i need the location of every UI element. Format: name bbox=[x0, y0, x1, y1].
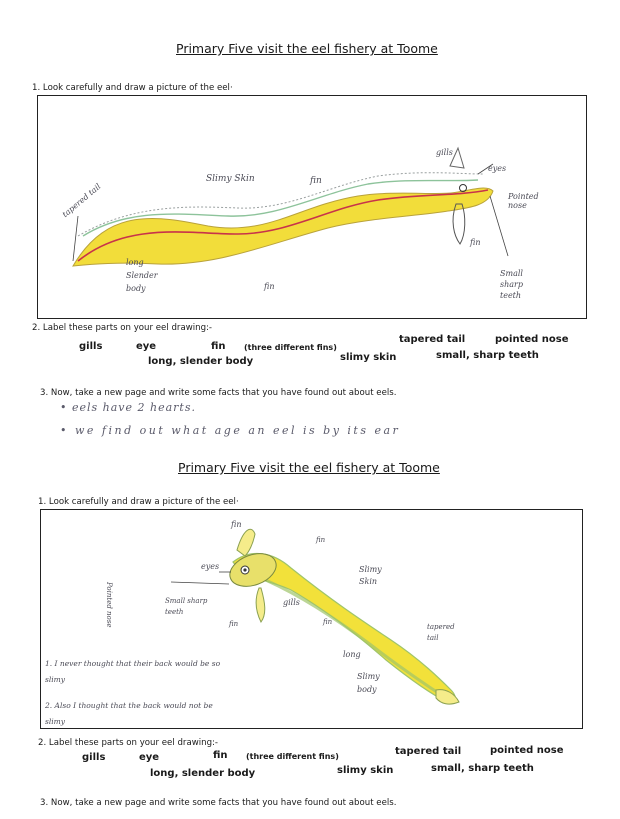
sheet1-eel-eye bbox=[460, 185, 467, 192]
sheet1-label-eyes: eyes bbox=[488, 164, 507, 173]
sheet2-part-fin-note: (three different fins) bbox=[246, 752, 339, 761]
sheet2-label-fin-right: fin bbox=[323, 618, 333, 626]
sheet2-note-1: 1. I never thought that their back would be so slimy bbox=[45, 659, 221, 684]
sheet2-part-slimy-skin: slimy skin bbox=[337, 765, 394, 776]
sheet2-part-body: long, slender body bbox=[150, 768, 256, 779]
sheet2-label-gills: gills bbox=[283, 598, 300, 607]
sheet2-drawing-box bbox=[40, 509, 583, 729]
sheet2-label-slimy-body: Slimy body bbox=[357, 672, 380, 694]
sheet2-label-tapered-tail: tapered tail bbox=[427, 623, 455, 642]
sheet2-eel-shadow bbox=[256, 576, 446, 698]
sheet2-part-tapered-tail: tapered tail bbox=[395, 746, 462, 757]
sheet1-part-slimy-skin: slimy skin bbox=[340, 352, 397, 363]
sheet1-part-fin-note: (three different fins) bbox=[244, 343, 337, 352]
sheet1-label-gills: gills bbox=[436, 148, 453, 157]
sheet2-label-fin-top2: fin bbox=[316, 536, 326, 544]
sheet1-part-fin: fin bbox=[211, 341, 226, 352]
sheet1-label-fin-right: fin bbox=[470, 238, 481, 247]
sheet1-part-teeth: small, sharp teeth bbox=[436, 350, 539, 361]
sheet2-eel-head bbox=[225, 548, 280, 593]
sheet2-question-3: 3. Now, take a new page and write some facts that you have found out about eels. bbox=[40, 798, 397, 808]
sheet1-question-1: 1. Look carefully and draw a picture of the eel· bbox=[32, 83, 233, 93]
sheet2-question-2: 2. Label these parts on your eel drawing:- bbox=[38, 738, 219, 748]
sheet1-part-pointed-nose: pointed nose bbox=[495, 334, 569, 345]
sheet1-part-body: long, slender body bbox=[148, 356, 254, 367]
sheet1-label-small-sharp-teeth: Small sharp teeth bbox=[500, 269, 523, 300]
sheet1-label-pointed-nose: Pointed nose bbox=[508, 192, 539, 210]
sheet2-title: Primary Five visit the eel fishery at Toome bbox=[178, 460, 440, 475]
sheet1-part-gills: gills bbox=[79, 341, 103, 352]
sheet1-drawing-box bbox=[37, 95, 587, 319]
sheet2-label-eyes: eyes bbox=[201, 562, 220, 571]
sheet1-label-slimy-skin: Slimy Skin bbox=[206, 174, 255, 184]
sheet2-part-eye: eye bbox=[139, 752, 160, 763]
sheet2-pectoral-fin bbox=[256, 588, 265, 622]
sheet2-label-long: long bbox=[343, 650, 361, 659]
sheet2-label-fin-top: fin bbox=[231, 520, 242, 529]
sheet1-label-fin-top: fin bbox=[310, 176, 322, 186]
sheet1-part-tapered-tail: tapered tail bbox=[399, 334, 466, 345]
sheet1-fact-2: • we find out what age an eel is by its ear bbox=[60, 424, 401, 437]
sheet2-part-gills: gills bbox=[82, 752, 106, 763]
sheet2-part-teeth: small, sharp teeth bbox=[431, 763, 534, 774]
sheet1-question-2: 2. Label these parts on your eel drawing:- bbox=[32, 323, 213, 333]
sheet2-note-2: 2. Also I thought that the back would not be slimy bbox=[45, 701, 213, 726]
sheet2-label-small-sharp-teeth: Small sharp teeth bbox=[165, 597, 208, 616]
sheet1-fact-1: • eels have 2 hearts. bbox=[60, 401, 196, 414]
sheet1-label-long-slender-body: long Slender body bbox=[126, 258, 158, 293]
sheet2-label-slimy-skin: Slimy Skin bbox=[359, 565, 382, 586]
sheet2-dorsal-fin bbox=[237, 529, 255, 556]
sheet1-label-tapered-tail: tapered tail bbox=[60, 181, 103, 220]
sheet2-label-fin-left: fin bbox=[229, 620, 239, 628]
sheet2-label-pointed-nose: Pointed nose bbox=[105, 582, 113, 628]
sheet1-question-3: 3. Now, take a new page and write some facts that you have found out about eels. bbox=[40, 388, 397, 398]
sheet1-label-fin-bottom: fin bbox=[264, 282, 275, 291]
sheet2-tail-fin bbox=[436, 690, 459, 704]
sheet2-question-1: 1. Look carefully and draw a picture of the eel· bbox=[38, 497, 239, 507]
sheet1-title: Primary Five visit the eel fishery at Toome bbox=[176, 41, 438, 56]
sheet2-part-pointed-nose: pointed nose bbox=[490, 745, 564, 756]
sheet2-eel-drawing bbox=[41, 510, 582, 728]
sheet1-part-eye: eye bbox=[136, 341, 157, 352]
sheet2-part-fin: fin bbox=[213, 750, 228, 761]
